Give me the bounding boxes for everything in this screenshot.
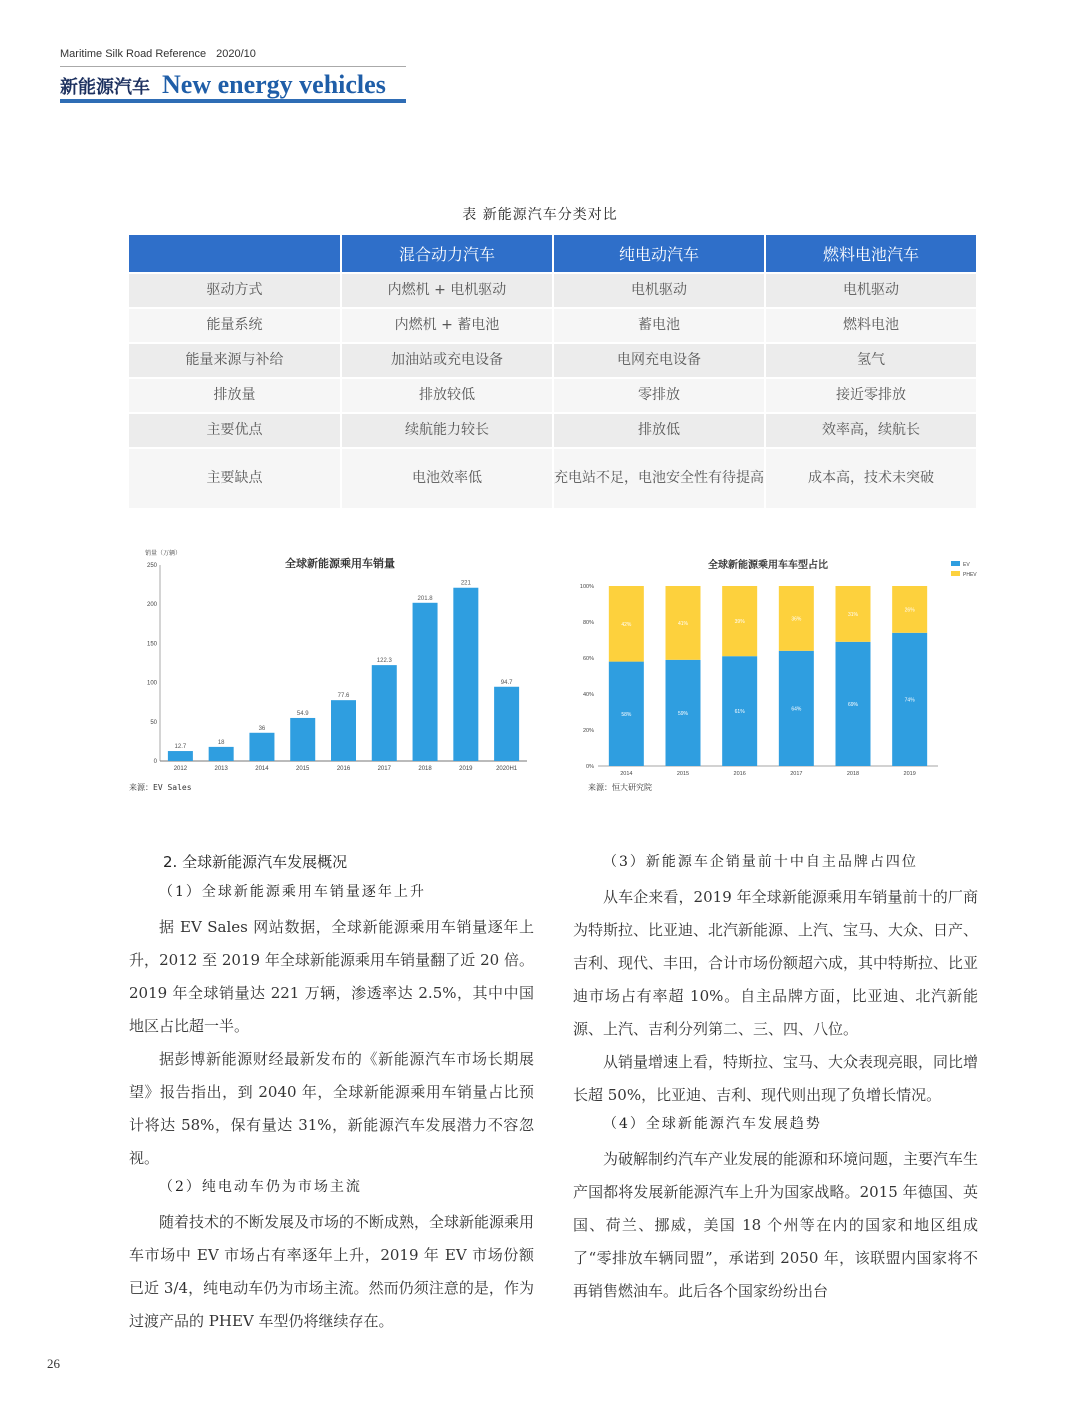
data-label: 69% bbox=[847, 701, 859, 708]
bar bbox=[168, 751, 193, 761]
x-tick-label: 2014 bbox=[620, 771, 633, 777]
x-tick-label: 2015 bbox=[676, 771, 690, 777]
table-cell: 排放量 bbox=[129, 378, 341, 413]
section-heading bbox=[60, 70, 386, 100]
data-label: 36 bbox=[258, 725, 266, 732]
table-cell: 排放较低 bbox=[341, 378, 553, 413]
x-tick-label: 2016 bbox=[336, 766, 351, 772]
y-tick-label: 0% bbox=[586, 764, 594, 770]
bar bbox=[331, 700, 356, 761]
table-row bbox=[129, 378, 976, 413]
data-label: 54.9 bbox=[296, 710, 309, 717]
table-header-cell: 混合动力汽车 bbox=[341, 235, 553, 273]
subsection-title: （4）全球新能源汽车发展趋势 bbox=[603, 1116, 822, 1132]
table-cell: 电池效率低 bbox=[341, 448, 553, 508]
share-chart bbox=[570, 555, 982, 781]
table-cell: 主要缺点 bbox=[129, 448, 341, 508]
data-label: 26% bbox=[904, 607, 915, 614]
section-title-en: New energy vehicles bbox=[162, 70, 386, 99]
data-label: 41% bbox=[677, 620, 689, 627]
data-label: 221 bbox=[460, 580, 471, 587]
x-tick-label: 2012 bbox=[173, 766, 188, 772]
data-label: 31% bbox=[847, 611, 859, 618]
section-title-cn: 新能源汽车 bbox=[60, 77, 150, 98]
x-tick-label: 2013 bbox=[214, 766, 228, 772]
x-tick-label: 2019 bbox=[903, 771, 916, 777]
y-tick-label: 40% bbox=[582, 692, 594, 698]
x-tick-label: 2018 bbox=[846, 771, 860, 777]
bar bbox=[453, 588, 478, 761]
legend-swatch bbox=[951, 561, 960, 566]
sales-chart-source: 来源：EV Sales bbox=[129, 783, 192, 792]
table-header-cell bbox=[129, 235, 341, 273]
table-header-cell: 纯电动汽车 bbox=[553, 235, 765, 273]
data-label: 74% bbox=[904, 697, 915, 704]
data-label: 94.7 bbox=[500, 679, 513, 686]
x-tick-label: 2015 bbox=[296, 766, 310, 772]
table-cell: 能量系统 bbox=[129, 308, 341, 343]
x-tick-label: 2019 bbox=[459, 766, 473, 772]
data-label: 61% bbox=[734, 709, 745, 716]
table-header-row bbox=[129, 235, 976, 273]
bar bbox=[290, 718, 315, 761]
table-cell: 加油站或充电设备 bbox=[341, 343, 553, 378]
paragraph: 从车企来看，2019 年全球新能源乘用车销量前十的厂商为特斯拉、比亚迪、北汽新能源、上汽、宝马、大众、日产、吉利、现代、丰田，合计市场份额超六成，其中特斯拉、比亚迪市场占有率超 10%。自主品牌方面，比亚迪、北汽新能源、上汽、吉利分列第二、三、四、八位。 bbox=[573, 888, 979, 1038]
table-row bbox=[129, 343, 976, 378]
table-row bbox=[129, 448, 976, 508]
table-cell: 电机驱动 bbox=[553, 273, 765, 308]
data-label: 36% bbox=[791, 616, 802, 623]
x-tick-label: 2018 bbox=[418, 766, 432, 772]
article-heading: 2. 全球新能源汽车发展概况 bbox=[163, 853, 348, 871]
x-tick-label: 2017 bbox=[377, 766, 391, 772]
y-tick-label: 0 bbox=[153, 759, 157, 765]
sales-chart bbox=[125, 545, 535, 777]
table-caption: 表 新能源汽车分类对比 bbox=[462, 207, 618, 223]
legend-swatch bbox=[951, 571, 960, 576]
y-tick-label: 50 bbox=[150, 719, 157, 726]
table-cell: 电网充电设备 bbox=[553, 343, 765, 378]
publication-name: Maritime Silk Road Reference bbox=[60, 48, 207, 60]
table-cell: 氢气 bbox=[765, 343, 976, 378]
data-label: 58% bbox=[621, 711, 632, 718]
legend-entry: EV bbox=[963, 562, 970, 568]
data-label: 39% bbox=[734, 619, 745, 626]
x-tick-label: 2017 bbox=[790, 771, 803, 777]
paragraph: 据彭博新能源财经最新发布的《新能源汽车市场长期展望》报告指出，到 2040 年，全球新能源乘用车销量占比预计将达 58%，保有量达 31%，新能源汽车发展潜力不容忽视。 bbox=[129, 1050, 534, 1167]
masthead-rule bbox=[60, 66, 406, 67]
sales-chart-svg bbox=[125, 545, 535, 777]
y-tick-label: 100 bbox=[146, 680, 157, 687]
comparison-table bbox=[129, 235, 976, 508]
x-tick-label: 2014 bbox=[255, 766, 269, 772]
table-cell: 成本高，技术未突破 bbox=[765, 448, 976, 508]
table-cell: 排放低 bbox=[553, 413, 765, 448]
y-tick-label: 200 bbox=[146, 602, 157, 609]
issue-date: 2020/10 bbox=[216, 48, 256, 60]
data-label: 59% bbox=[677, 710, 689, 717]
data-label: 18 bbox=[217, 739, 225, 746]
table-header-cell: 燃料电池汽车 bbox=[765, 235, 976, 273]
article-left-column bbox=[129, 850, 534, 1338]
table-row bbox=[129, 413, 976, 448]
x-tick-label: 2016 bbox=[733, 771, 746, 777]
table-cell: 零排放 bbox=[553, 378, 765, 413]
y-tick-label: 20% bbox=[582, 728, 594, 734]
table-cell: 效率高，续航长 bbox=[765, 413, 976, 448]
table-row bbox=[129, 308, 976, 343]
y-tick-label: 250 bbox=[146, 563, 157, 569]
data-label: 64% bbox=[791, 706, 802, 713]
table-cell: 主要优点 bbox=[129, 413, 341, 448]
paragraph: 为破解制约汽车产业发展的能源和环境问题，主要汽车生产国都将发展新能源汽车上升为国家战略。2015 年德国、英国、荷兰、挪威，美国 18 个州等在内的国家和地区组成了“零排放车辆同盟”，承诺到 2050 年，该联盟内国家将不再销售燃油车。此后各个国家纷纷出台 bbox=[573, 1150, 979, 1300]
bar bbox=[372, 665, 397, 761]
table-cell: 接近零排放 bbox=[765, 378, 976, 413]
share-chart-source: 来源：恒大研究院 bbox=[588, 783, 652, 792]
y-tick-label: 60% bbox=[582, 656, 594, 662]
data-label: 122.3 bbox=[376, 658, 392, 665]
table-cell: 能量来源与补给 bbox=[129, 343, 341, 378]
table-cell: 驱动方式 bbox=[129, 273, 341, 308]
table-row bbox=[129, 273, 976, 308]
data-label: 12.7 bbox=[174, 744, 187, 751]
data-label: 77.6 bbox=[337, 693, 350, 700]
table-cell: 内燃机 + 电机驱动 bbox=[341, 273, 553, 308]
y-tick-label: 150 bbox=[146, 641, 157, 648]
subsection-title: （2）纯电动车仍为市场主流 bbox=[159, 1179, 362, 1195]
table-cell: 充电站不足，电池安全性有待提高 bbox=[553, 448, 765, 508]
paragraph: 据 EV Sales 网站数据，全球新能源乘用车销量逐年上升，2012 至 2019 年全球新能源乘用车销量翻了近 20 倍。2019 年全球销量达 221 万辆，渗透率达 2.5%，其中中国地区占比超一半。 bbox=[129, 918, 534, 1035]
table-cell: 蓄电池 bbox=[553, 308, 765, 343]
article-right-column bbox=[573, 850, 978, 1308]
subsection-title: （3）新能源车企销量前十中自主品牌占四位 bbox=[603, 854, 918, 870]
table-cell: 电机驱动 bbox=[765, 273, 976, 308]
paragraph: 随着技术的不断发展及市场的不断成熟，全球新能源乘用车市场中 EV 市场占有率逐年上升，2019 年 EV 市场份额已近 3/4，纯电动车仍为市场主流。然而仍须注意的是，作为过渡产品的 PHEV 车型仍将继续存在。 bbox=[129, 1213, 535, 1330]
data-label: 42% bbox=[621, 621, 632, 628]
data-label: 201.8 bbox=[417, 595, 433, 602]
legend-entry: PHEV bbox=[963, 572, 977, 578]
bar bbox=[249, 733, 274, 761]
share-chart-svg bbox=[570, 555, 982, 781]
bar bbox=[494, 687, 519, 761]
chart-title: 全球新能源乘用车销量 bbox=[285, 558, 395, 570]
bar bbox=[209, 747, 234, 761]
chart-title: 全球新能源乘用车车型占比 bbox=[708, 560, 828, 571]
masthead-publication bbox=[60, 48, 256, 60]
table-cell: 燃料电池 bbox=[765, 308, 976, 343]
table-cell: 续航能力较长 bbox=[341, 413, 553, 448]
subsection-title: （1）全球新能源乘用车销量逐年上升 bbox=[159, 884, 426, 900]
x-tick-label: 2020H1 bbox=[496, 766, 518, 772]
y-tick-label: 100% bbox=[579, 584, 594, 590]
paragraph: 从销量增速上看，特斯拉、宝马、大众表现亮眼，同比增长超 50%，比亚迪、吉利、现代则出现了负增长情况。 bbox=[573, 1053, 979, 1104]
y-axis-label: 销量（万辆） bbox=[145, 551, 182, 557]
y-tick-label: 80% bbox=[582, 620, 594, 626]
bar bbox=[413, 603, 438, 761]
page-number: 26 bbox=[47, 1356, 60, 1371]
section-underline bbox=[60, 99, 406, 103]
table-cell: 内燃机 + 蓄电池 bbox=[341, 308, 553, 343]
